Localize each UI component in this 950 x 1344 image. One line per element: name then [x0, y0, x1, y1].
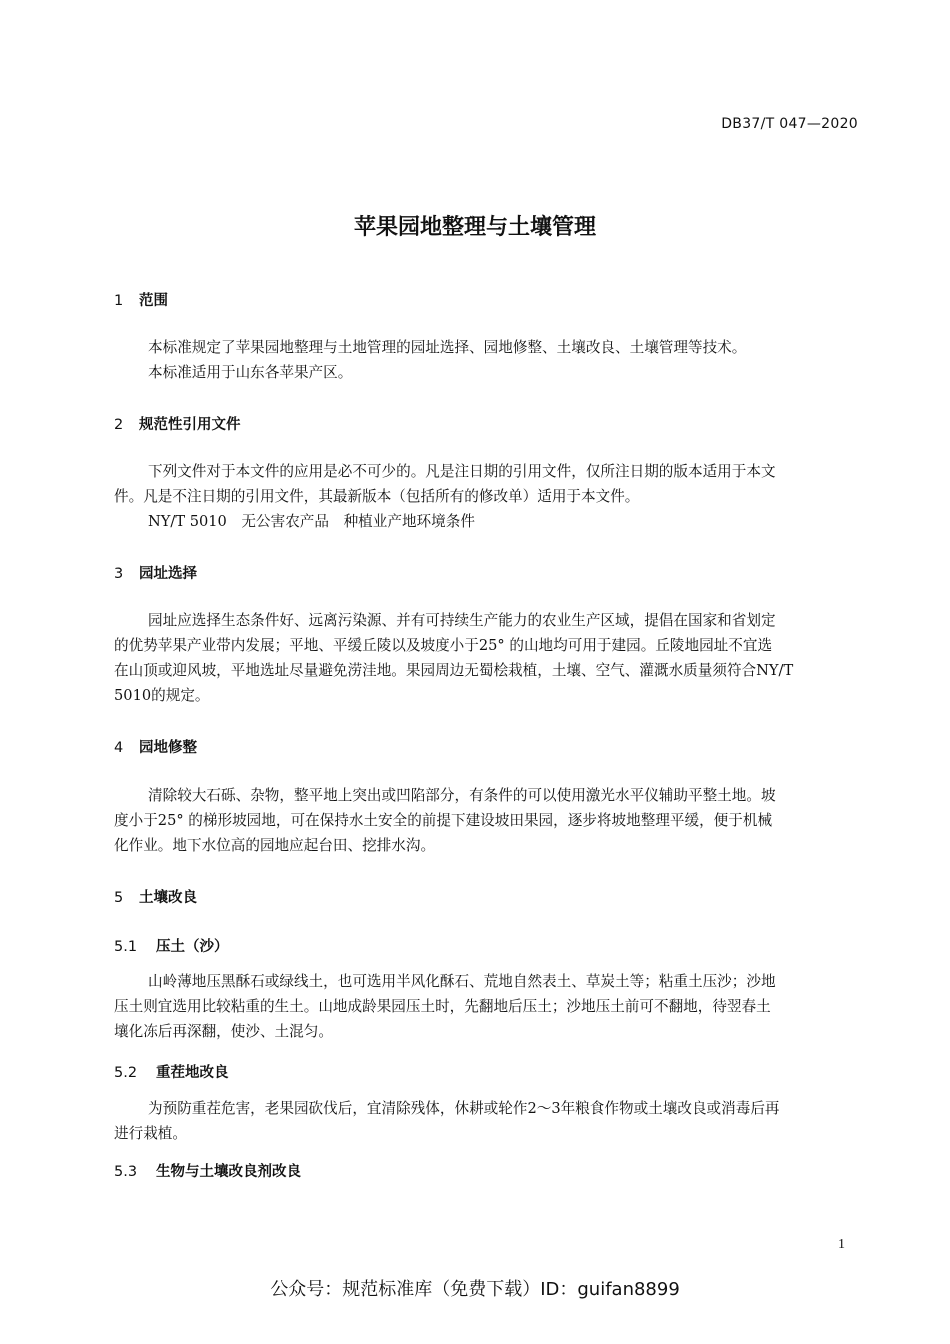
subsection-heading-biological-amendment [114, 1160, 301, 1181]
section-heading-soil-improvement [114, 886, 197, 907]
section-number: 4 [114, 740, 124, 756]
section-title: 园地修整 [139, 740, 197, 756]
section-body-site-selection [114, 608, 860, 708]
paragraph-line: 本标准适用于山东各苹果产区。 [148, 364, 353, 381]
footer-watermark-text: 公众号：规范标准库（免费下载）ID：guifan8899 [270, 1279, 680, 1300]
section-body-scope [114, 335, 860, 385]
reference-item: NY/T 5010 无公害农产品 种植业产地环境条件 [148, 513, 475, 530]
paragraph-line: 5010的规定。 [114, 687, 210, 704]
paragraph-line: 园址应选择生态条件好、远离污染源、并有可持续生产能力的农业生产区域，提倡在国家和省划定 [148, 612, 776, 629]
subsection-body-soil-covering [114, 969, 860, 1044]
paragraph-line: 进行栽植。 [114, 1125, 187, 1142]
section-body-land-grading [114, 783, 860, 858]
section-heading-references [114, 413, 241, 434]
paragraph-line: 山岭薄地压黑酥石或绿线土，也可选用半风化酥石、荒地自然表土、草炭土等；粘重土压沙；沙地 [148, 973, 776, 990]
page-number: 1 [838, 1237, 845, 1252]
paragraph-line: 压土则宜选用比较粘重的生土。山地成龄果园压土时，先翻地后压土；沙地压土前可不翻地，待翌春土 [114, 998, 771, 1015]
section-title: 土壤改良 [139, 890, 197, 906]
subsection-number: 5.2 [114, 1065, 138, 1081]
section-title: 园址选择 [139, 566, 197, 582]
paragraph-line: 在山顶或迎风坡，平地选址尽量避免涝洼地。果园周边无蜀桧栽植，土壤、空气、灌溉水质量须符合NY/T [114, 662, 794, 679]
paragraph-line: 下列文件对于本文件的应用是必不可少的。凡是注日期的引用文件，仅所注日期的版本适用于本文 [148, 463, 776, 480]
subsection-body-replant-land [114, 1096, 860, 1146]
section-title: 规范性引用文件 [139, 417, 241, 433]
subsection-heading-soil-covering [114, 935, 229, 956]
subsection-heading-replant-land [114, 1061, 229, 1082]
section-body-references [114, 459, 860, 534]
paragraph-line: 为预防重茬危害，老果园砍伐后，宜清除残体，休耕或轮作2～3年粮食作物或土壤改良或消毒后再 [148, 1100, 780, 1117]
section-title: 范围 [139, 293, 168, 309]
section-number: 2 [114, 417, 124, 433]
section-number: 3 [114, 566, 124, 582]
section-number: 5 [114, 890, 124, 906]
subsection-title: 重茬地改良 [156, 1065, 229, 1081]
subsection-number: 5.3 [114, 1164, 138, 1180]
subsection-title: 生物与土壤改良剂改良 [156, 1164, 301, 1180]
paragraph-line: 清除较大石砾、杂物，整平地上突出或凹陷部分，有条件的可以使用激光水平仪辅助平整土地。坡 [148, 787, 776, 804]
subsection-number: 5.1 [114, 939, 138, 955]
paragraph-line: 壤化冻后再深翻，使沙、土混匀。 [114, 1023, 333, 1040]
section-heading-site-selection [114, 562, 197, 583]
section-number: 1 [114, 293, 124, 309]
section-heading-scope [114, 289, 168, 310]
paragraph-line: 本标准规定了苹果园地整理与土地管理的园址选择、园地修整、土壤改良、土壤管理等技术。 [148, 339, 747, 356]
paragraph-line: 的优势苹果产业带内发展；平地、平缓丘陵以及坡度小于25° 的山地均可用于建园。丘陵地园址不宜选 [114, 637, 773, 654]
section-heading-land-grading [114, 736, 197, 757]
paragraph-line: 化作业。地下水位高的园地应起台田、挖排水沟。 [114, 837, 436, 854]
subsection-title: 压土（沙） [156, 939, 229, 955]
paragraph-line: 件。凡是不注日期的引用文件，其最新版本（包括所有的修改单）适用于本文件。 [114, 488, 640, 505]
standard-code: DB37/T 047—2020 [721, 116, 858, 132]
paragraph-line: 度小于25° 的梯形坡园地，可在保持水土安全的前提下建设坡田果园，逐步将坡地整理平缓，便于机械 [114, 812, 773, 829]
page-title: 苹果园地整理与土壤管理 [353, 215, 596, 240]
